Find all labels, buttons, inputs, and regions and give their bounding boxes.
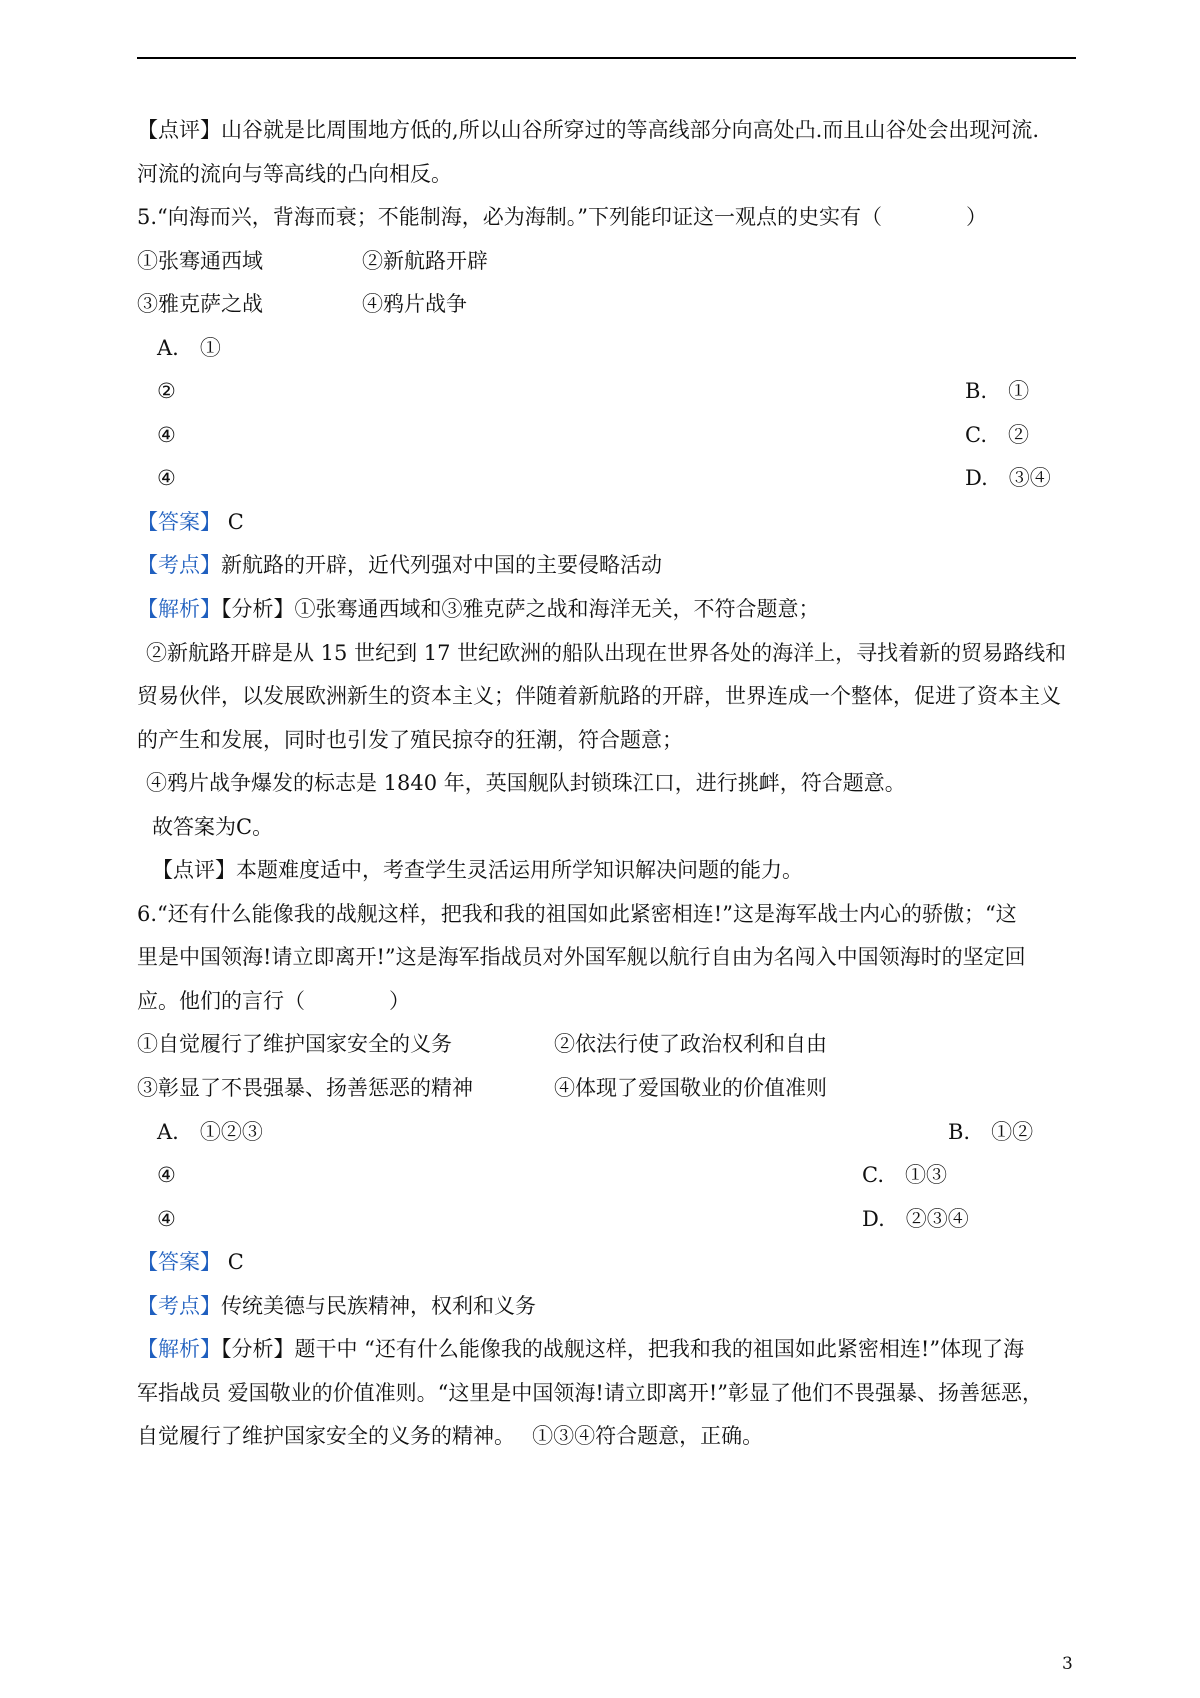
q6-item-4: ④体现了爱国敬业的价值准则: [554, 1076, 827, 1100]
q5-jiexi-4: 的产生和发展，同时也引发了殖民掠夺的狂潮，符合题意；: [137, 728, 683, 752]
kaodian-label: 【考点】: [137, 1294, 221, 1318]
q5-jiexi-6: 故答案为C。: [152, 815, 274, 839]
q6-option-b-cont: ④: [157, 1207, 176, 1231]
q5-item-2: ②新航路开辟: [362, 249, 488, 273]
comment-label: 【点评】: [137, 118, 221, 142]
q5-kaodian: [137, 551, 662, 579]
q6-option-d: D. ②③④: [862, 1207, 969, 1231]
q6-option-b: B. ①②: [948, 1120, 1034, 1144]
q6-item-1: ①自觉履行了维护国家安全的义务: [137, 1032, 452, 1056]
q5-item-3: ③雅克萨之战: [137, 292, 263, 316]
q5-jiexi-2: ②新航路开辟是从 15 世纪到 17 世纪欧洲的船队出现在世界各处的海洋上，寻找着新的贸易路线和: [146, 641, 1067, 665]
q6-option-a-cont: ④: [157, 1163, 176, 1187]
comment-text: 山谷就是比周围地方低的,所以山谷所穿过的等高线部分向高处凸.而且山谷处会出现河流.: [221, 118, 1040, 142]
q5-option-a: A. ①: [157, 336, 221, 360]
q5-option-c: C. ②: [965, 423, 1029, 447]
comment-line-2: 河流的流向与等高线的凸向相反。: [137, 162, 452, 186]
q6-answer: [137, 1248, 244, 1276]
q5-option-b: B. ①: [965, 379, 1030, 403]
kaodian-text: 传统美德与民族精神，权利和义务: [221, 1294, 536, 1318]
q6-item-2: ②依法行使了政治权利和自由: [554, 1032, 827, 1056]
q6-item-3: ③彰显了不畏强暴、扬善惩恶的精神: [137, 1076, 473, 1100]
q6-stem-3: 应。他们的言行（ ）: [137, 989, 410, 1013]
q6-jiexi-1: [137, 1335, 1024, 1363]
jiexi-text: 【分析】①张骞通西域和③雅克萨之战和海洋无关，不符合题意；: [221, 597, 820, 621]
kaodian-label: 【考点】: [137, 553, 221, 577]
page-number: 3: [1062, 1654, 1073, 1674]
q6-stem-2: 里是中国领海!请立即离开!”这是海军指战员对外国军舰以航行自由为名闯入中国领海时的坚定回: [137, 945, 1026, 969]
q5-option-d: D. ③④: [965, 466, 1051, 490]
q5-comment: 【点评】本题难度适中，考查学生灵活运用所学知识解决问题的能力。: [152, 858, 803, 882]
header-rule: [137, 57, 1076, 59]
q5-jiexi-3: 贸易伙伴，以发展欧洲新生的资本主义；伴随着新航路的开辟，世界连成一个整体，促进了资本主义: [137, 684, 1061, 708]
q6-jiexi-2: 军指战员 爱国敬业的价值准则。“这里是中国领海!请立即离开!”彰显了他们不畏强暴、扬善惩恶，: [137, 1381, 1044, 1405]
answer-label: 【答案】: [137, 1250, 221, 1274]
q5-answer: [137, 508, 244, 536]
q6-option-a: A. ①②③: [157, 1120, 263, 1144]
q5-jiexi-1: [137, 595, 820, 623]
q5-jiexi-5: ④鸦片战争爆发的标志是 1840 年，英国舰队封锁珠江口，进行挑衅，符合题意。: [146, 771, 906, 795]
answer-label: 【答案】: [137, 510, 221, 534]
q5-item-1: ①张骞通西域: [137, 249, 263, 273]
answer-value: C: [227, 1250, 244, 1274]
q5-option-a-cont: ②: [157, 379, 176, 403]
q6-option-c: C. ①③: [862, 1163, 947, 1187]
answer-value: C: [227, 510, 244, 534]
jiexi-text: 【分析】题干中 “还有什么能像我的战舰这样，把我和我的祖国如此紧密相连!”体现了海: [221, 1337, 1025, 1361]
comment-line-1: [137, 116, 1039, 144]
jiexi-label: 【解析】: [137, 597, 221, 621]
kaodian-text: 新航路的开辟，近代列强对中国的主要侵略活动: [221, 553, 662, 577]
q6-jiexi-3: 自觉履行了维护国家安全的义务的精神。 ①③④符合题意，正确。: [137, 1424, 764, 1448]
jiexi-label: 【解析】: [137, 1337, 221, 1361]
q6-kaodian: [137, 1292, 536, 1320]
q5-stem: 5.“向海而兴，背海而衰；不能制海，必为海制。”下列能印证这一观点的史实有（ ）: [137, 205, 988, 229]
q5-option-b-cont: ④: [157, 423, 176, 447]
q5-item-4: ④鸦片战争: [362, 292, 467, 316]
q5-option-c-cont: ④: [157, 466, 176, 490]
q6-stem-1: 6.“还有什么能像我的战舰这样，把我和我的祖国如此紧密相连!”这是海军战士内心的骄傲；“这: [137, 902, 1017, 926]
